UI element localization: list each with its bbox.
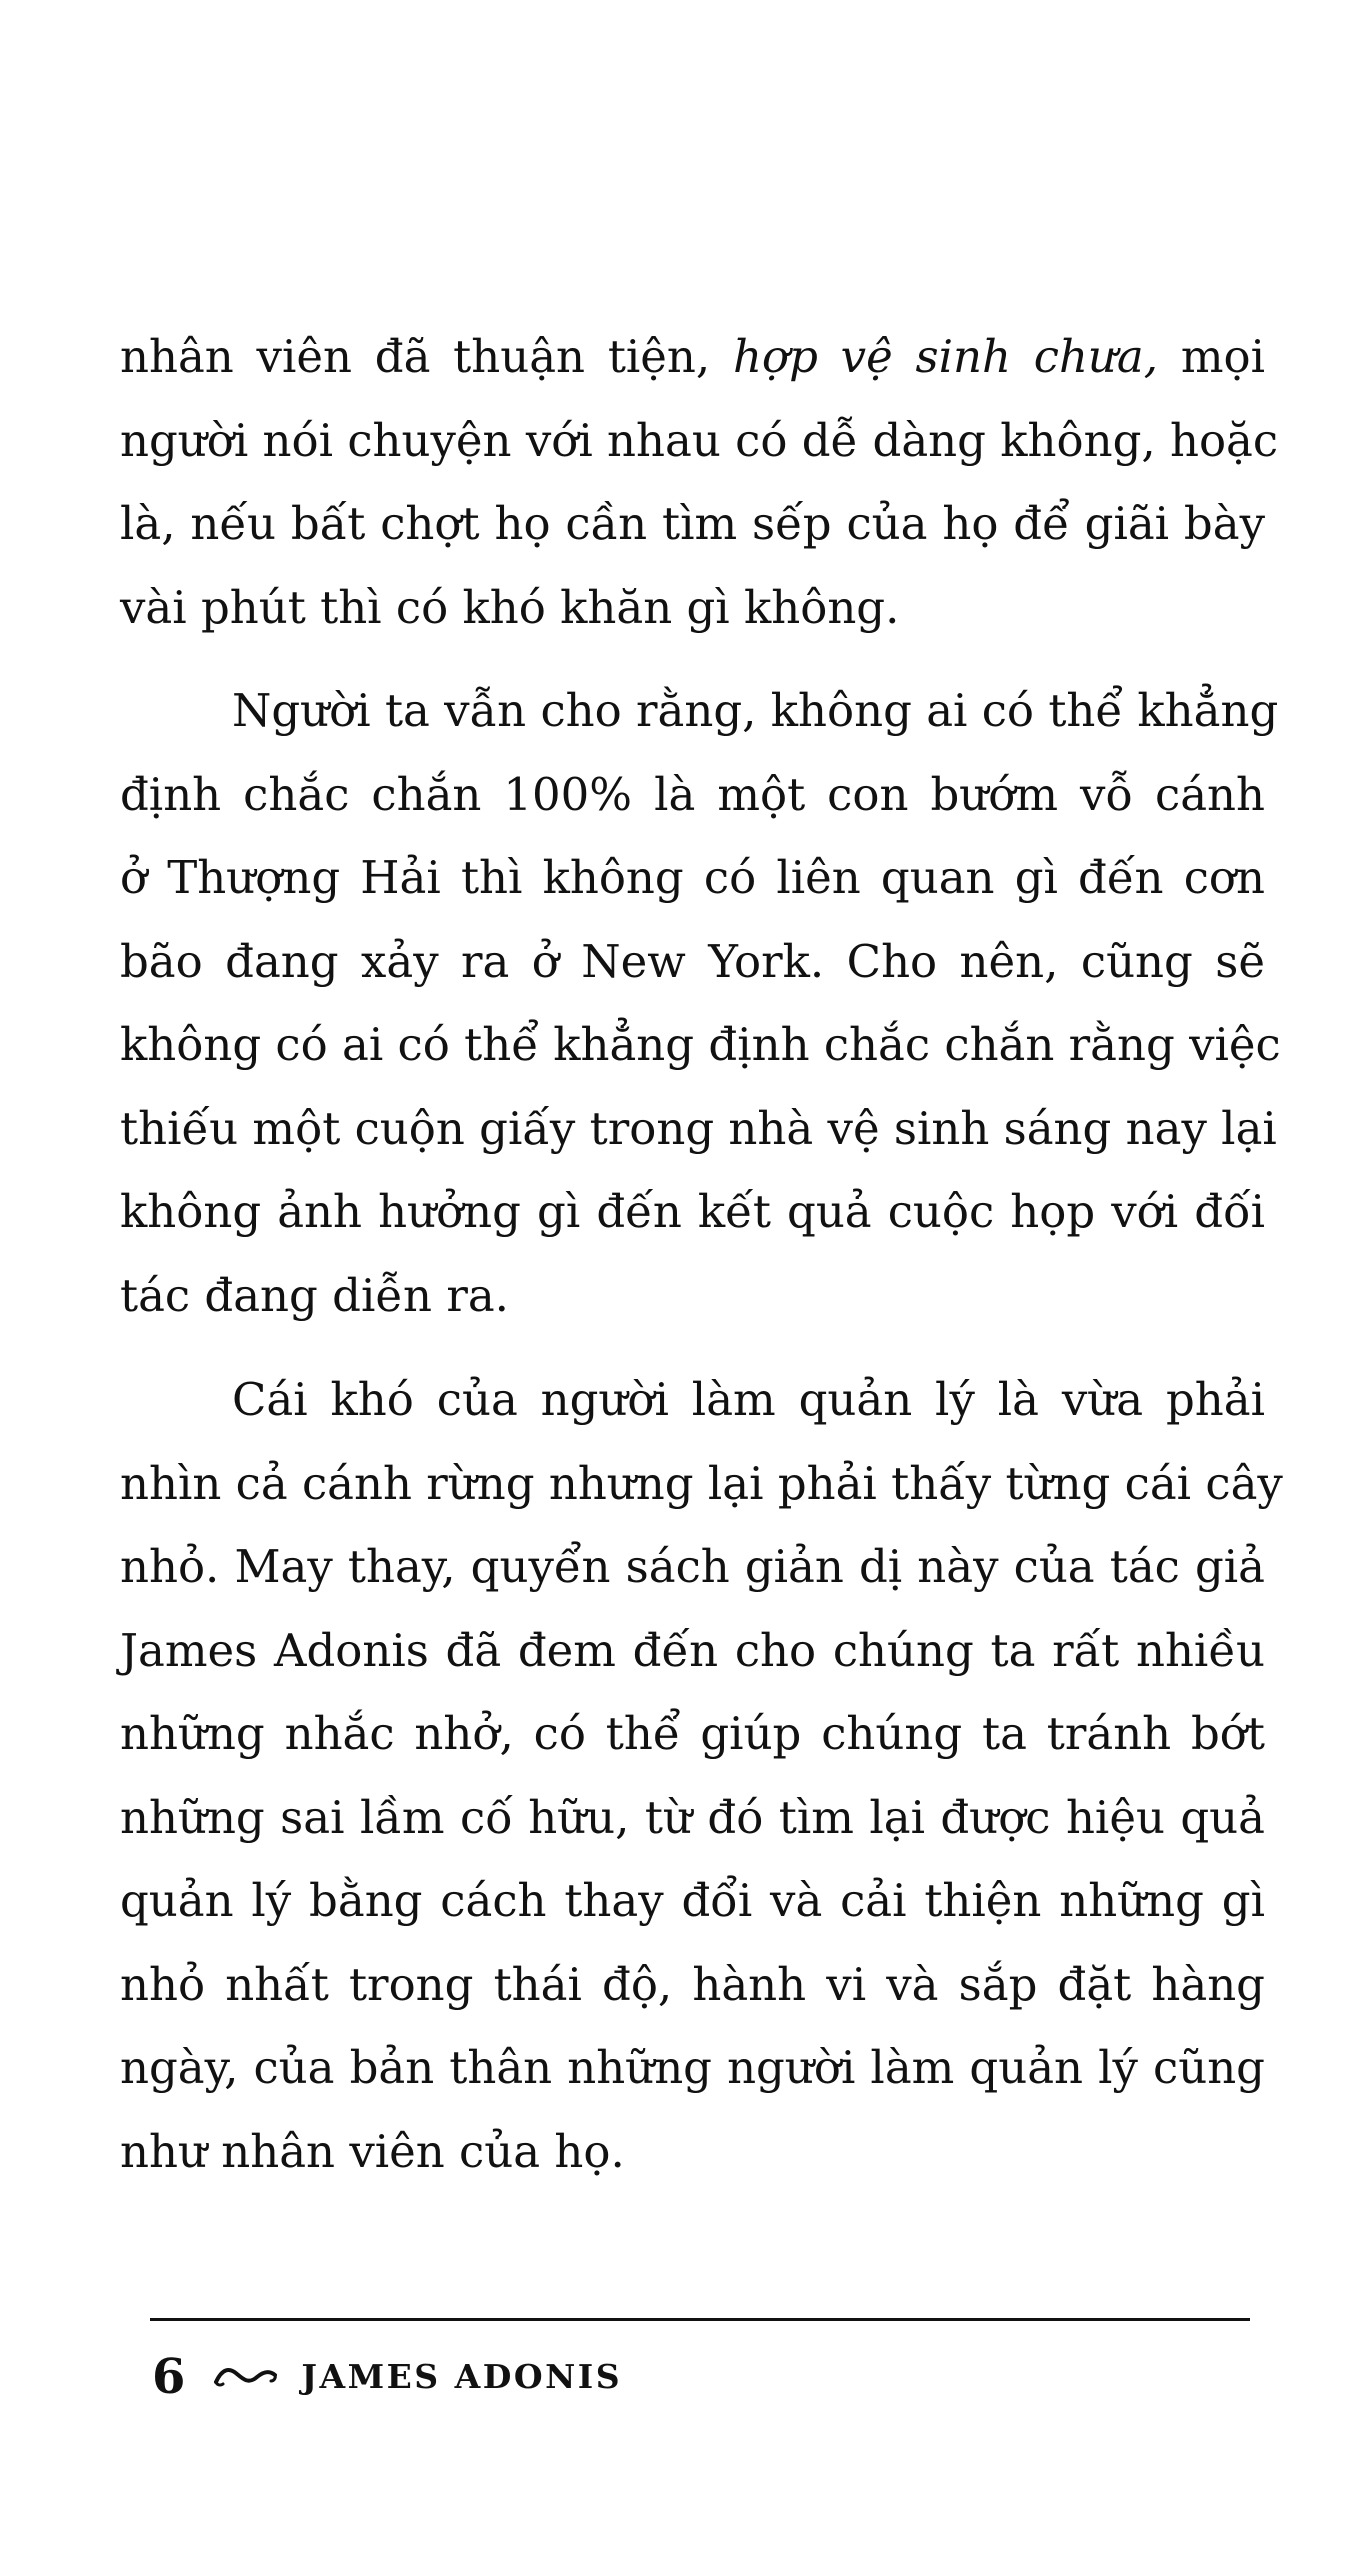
- paragraph-3-line-10: như nhân viên của họ.: [120, 2124, 625, 2178]
- footer-divider: [150, 2318, 1250, 2321]
- paragraph-1-line-1-tail: mọi: [1158, 330, 1266, 383]
- paragraph-2-line-7: không ảnh hưởng gì đến kết quả cuộc họp với đối: [120, 1185, 1265, 1238]
- paragraph-2-line-2: định chắc chắn 100% là một con bướm vỗ cánh: [120, 767, 1265, 821]
- paragraph-2-line-1: Người ta vẫn cho rằng, không ai có thể khẳng: [232, 684, 1279, 737]
- paragraph-2-line-4: bão đang xảy ra ở New York. Cho nên, cũng sẽ: [120, 934, 1265, 988]
- paragraph-2: [120, 669, 1281, 1337]
- paragraph-1: [120, 315, 1279, 649]
- paragraph-2-line-5: không có ai có thể khẳng định chắc chắn rằng việc: [120, 1018, 1281, 1071]
- paragraph-1-italic-phrase: hợp vệ sinh chưa,: [733, 330, 1159, 383]
- paragraph-3-line-8: nhỏ nhất trong thái độ, hành vi và sắp đặt hàng: [120, 1957, 1265, 2011]
- body-text: [120, 315, 1283, 2193]
- paragraph-3-line-6: những sai lầm cố hữu, từ đó tìm lại được hiệu quả: [120, 1790, 1265, 1844]
- paragraph-3-line-7: quản lý bằng cách thay đổi và cải thiện những gì: [120, 1874, 1265, 1927]
- paragraph-1-line-4: vài phút thì có khó khăn gì không.: [120, 580, 900, 634]
- running-head-author: JAMES ADONIS: [301, 2357, 623, 2396]
- paragraph-3-line-4: James Adonis đã đem đến cho chúng ta rất nhiều: [120, 1623, 1265, 1677]
- paragraph-3-line-9: ngày, của bản thân những người làm quản lý cũng: [120, 2041, 1265, 2094]
- paragraph-3-line-3: nhỏ. May thay, quyển sách giản dị này của tác giả: [120, 1540, 1265, 1593]
- paragraph-1-line-2: người nói chuyện với nhau có dễ dàng không, hoặc: [120, 413, 1279, 467]
- paragraph-3: [120, 1358, 1283, 2193]
- paragraph-2-line-3: ở Thượng Hải thì không có liên quan gì đến cơn: [120, 851, 1265, 904]
- page-footer: [152, 2349, 623, 2405]
- paragraph-1-line-3: là, nếu bất chợt họ cần tìm sếp của họ để giãi bày: [120, 497, 1265, 550]
- swash-ornament-icon: [213, 2363, 279, 2391]
- paragraph-2-line-8: tác đang diễn ra.: [120, 1268, 509, 1322]
- paragraph-1-line-1-text: nhân viên đã thuận tiện,: [120, 330, 734, 383]
- paragraph-2-line-6: thiếu một cuộn giấy trong nhà vệ sinh sáng nay lại: [120, 1101, 1277, 1155]
- paragraph-3-line-2: nhìn cả cánh rừng nhưng lại phải thấy từng cái cây: [120, 1456, 1283, 1510]
- paragraph-3-line-5: những nhắc nhở, có thể giúp chúng ta tránh bớt: [120, 1707, 1265, 1760]
- paragraph-3-line-1: Cái khó của người làm quản lý là vừa phải: [232, 1373, 1265, 1426]
- page-number: 6: [152, 2349, 186, 2405]
- paragraph-1-line-1: [120, 315, 1265, 399]
